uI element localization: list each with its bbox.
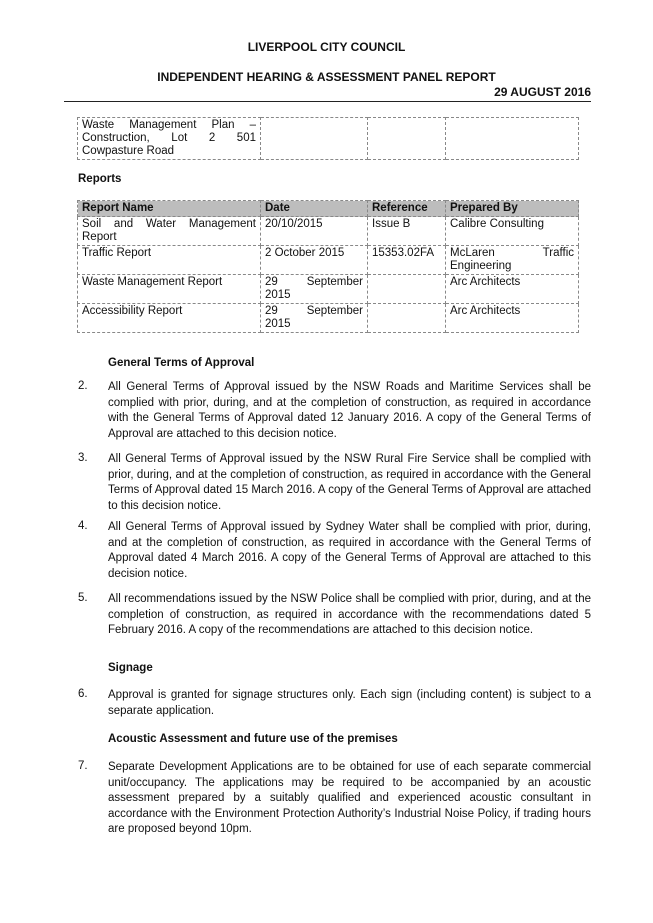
column-header: Prepared By xyxy=(446,201,579,217)
table-cell: 15353.02FA xyxy=(368,246,446,275)
report-date: 29 AUGUST 2016 xyxy=(494,85,591,99)
table-cell: Traffic Report xyxy=(78,246,261,275)
column-header: Report Name xyxy=(78,201,261,217)
table-cell: 29 September 2015 xyxy=(261,304,368,333)
condition-number: 7. xyxy=(78,760,88,772)
table-cell: 2 October 2015 xyxy=(261,246,368,275)
table-cell xyxy=(368,118,446,160)
condition-text: Separate Development Applications are to be obtained for use of each separate commercial unit/occupancy. The applications may be required to be accompanied by an acoustic assessment prepared by a suitably qualified and experienced acoustic consultant in accordance with the Environment Protection Authority’s Industrial Noise Policy, if trading hours are proposed beyond 10pm. xyxy=(108,761,591,835)
condition-text: All General Terms of Approval issued by the NSW Roads and Maritime Services shall be complied with prior, during, and at the completion of construction, as required in accordance with the General Terms of Approval dated 12 January 2016. A copy of the General Terms of Approval are attached to this decision notice. xyxy=(108,381,591,440)
header-divider xyxy=(64,101,591,102)
table-cell: Accessibility Report xyxy=(78,304,261,333)
condition-number: 5. xyxy=(78,592,88,604)
table-row xyxy=(78,275,579,304)
table-cell: Soil and Water Management Report xyxy=(78,217,261,246)
table-cell: 20/10/2015 xyxy=(261,217,368,246)
section-heading-acoustic: Acoustic Assessment and future use of the premises xyxy=(108,733,398,745)
table-cell: Arc Architects xyxy=(446,275,579,304)
table-cell: Arc Architects xyxy=(446,304,579,333)
table-row xyxy=(78,118,579,160)
column-header: Date xyxy=(261,201,368,217)
table-cell xyxy=(368,275,446,304)
table-cell xyxy=(446,118,579,160)
column-header: Reference xyxy=(368,201,446,217)
table-cell xyxy=(368,304,446,333)
plan-name: Waste Management Plan – Construction, Lot 2 501 Cowpasture Road xyxy=(82,119,256,157)
condition-text: All recommendations issued by the NSW Police shall be complied with prior, during, and at the completion of construction, as required in accordance with the recommendations dated 5 February 2016. A copy of the recommendations are attached to this decision notice. xyxy=(108,593,591,636)
condition-text: All General Terms of Approval issued by Sydney Water shall be complied with prior, during, and at the completion of construction, as required in accordance with the General Terms of Approval dated 4 March 2016. A copy of the General Terms of Approval are attached to this decision notice. xyxy=(108,521,591,580)
plans-table xyxy=(77,117,579,160)
section-heading-general-terms: General Terms of Approval xyxy=(108,357,255,369)
table-cell xyxy=(78,118,261,160)
section-heading-signage: Signage xyxy=(108,662,153,674)
condition-number: 4. xyxy=(78,520,88,532)
condition-number: 2. xyxy=(78,380,88,392)
condition-text: All General Terms of Approval issued by the NSW Rural Fire Service shall be complied with prior, during, and at the completion of construction, as required in accordance with the General Terms of Approval dated 15 March 2016. A copy of the General Terms of Approval are attached to this decision notice. xyxy=(108,453,591,512)
reports-heading: Reports xyxy=(78,173,122,185)
table-cell: 29 September 2015 xyxy=(261,275,368,304)
table-cell: Calibre Consulting xyxy=(446,217,579,246)
report-title: INDEPENDENT HEARING & ASSESSMENT PANEL REPORT xyxy=(157,70,496,84)
table-row xyxy=(78,304,579,333)
table-cell: Waste Management Report xyxy=(78,275,261,304)
table-header-row xyxy=(78,201,579,217)
condition-number: 6. xyxy=(78,688,88,700)
council-name: LIVERPOOL CITY COUNCIL xyxy=(247,40,406,54)
reports-table xyxy=(77,200,579,333)
table-cell xyxy=(261,118,368,160)
table-row xyxy=(78,246,579,275)
condition-number: 3. xyxy=(78,452,88,464)
condition-text: Approval is granted for signage structures only. Each sign (including content) is subject to a separate application. xyxy=(108,689,591,717)
table-row xyxy=(78,217,579,246)
table-cell: Issue B xyxy=(368,217,446,246)
table-cell: McLaren Traffic Engineering xyxy=(446,246,579,275)
